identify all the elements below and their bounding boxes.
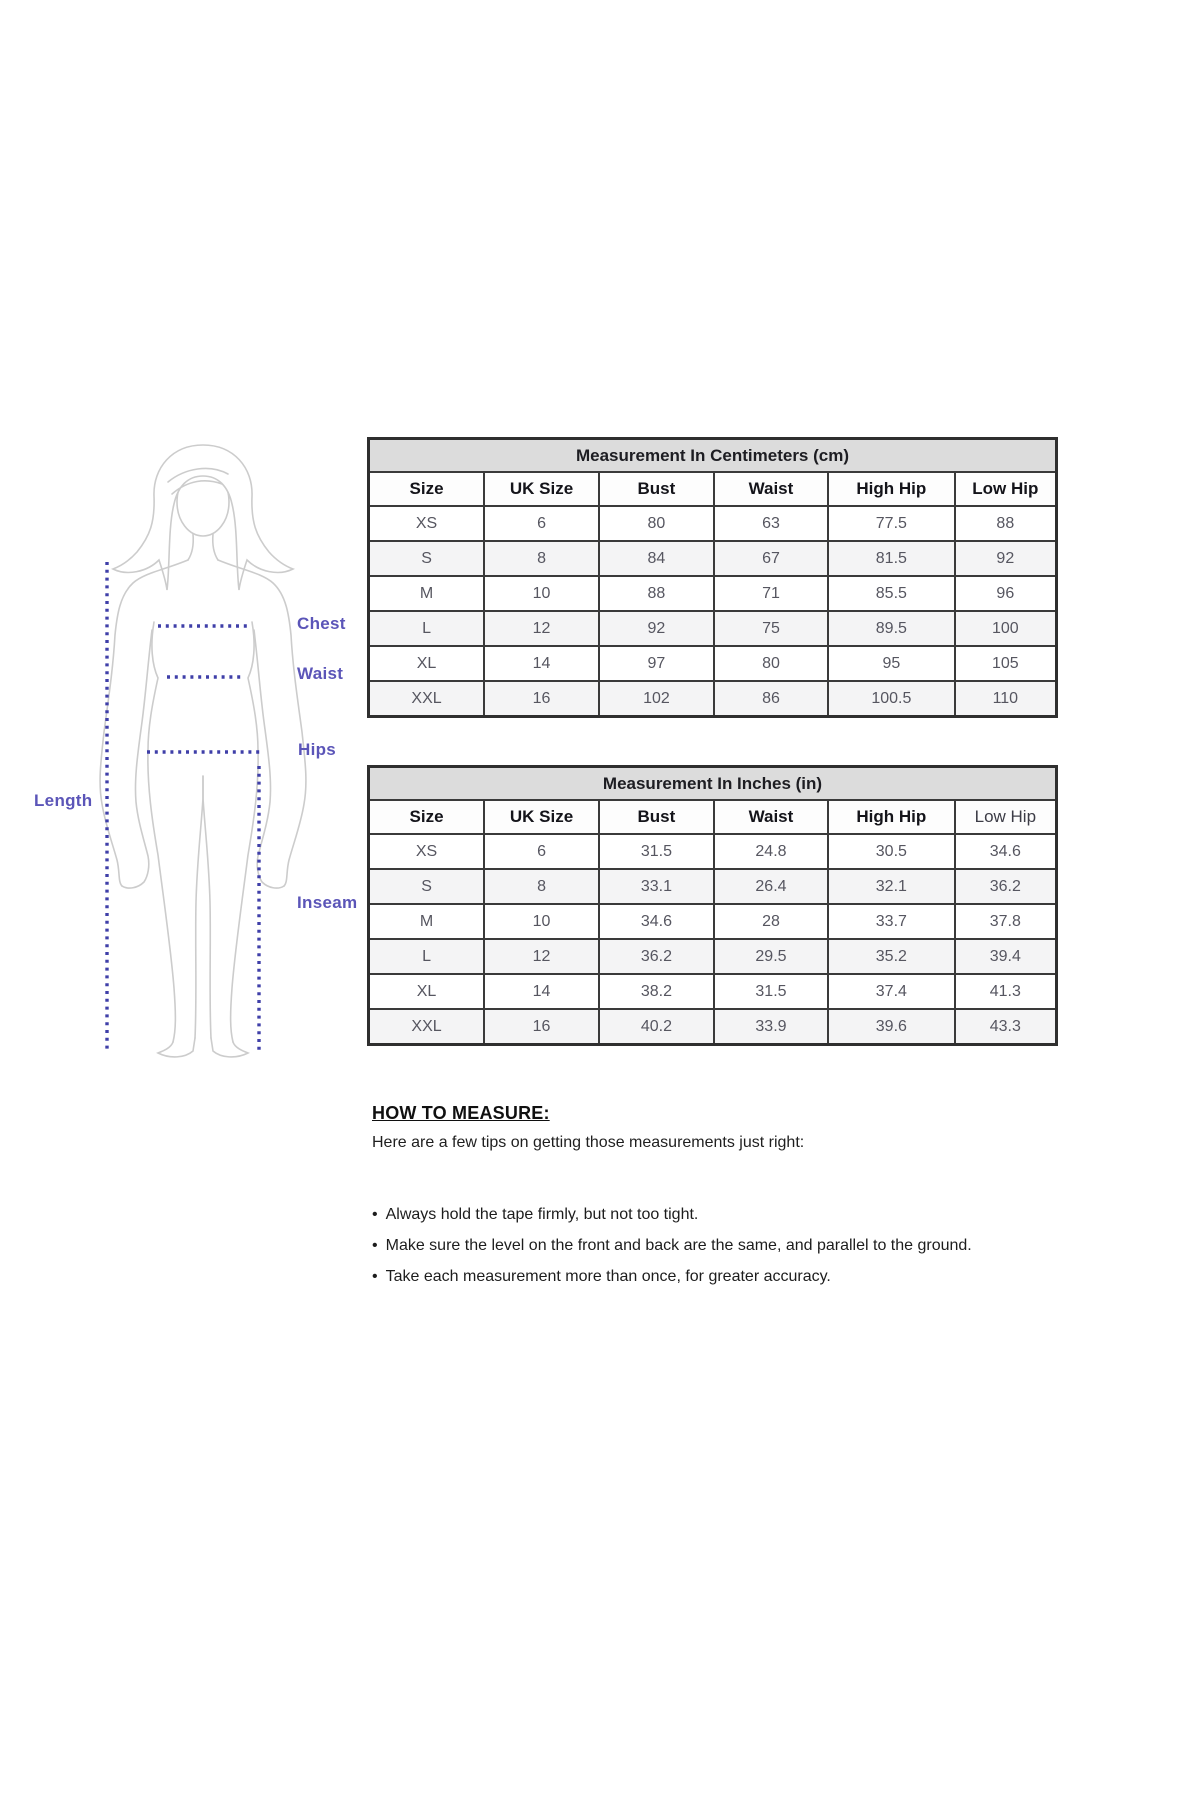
table-cell: M <box>369 576 485 611</box>
table-cell: 30.5 <box>828 834 955 869</box>
column-header: UK Size <box>484 472 599 506</box>
table-cell: XS <box>369 506 485 541</box>
table-row <box>369 646 1057 681</box>
table-cell: 92 <box>599 611 714 646</box>
table-cell: 37.4 <box>828 974 955 1009</box>
table-cell: 12 <box>484 611 599 646</box>
table-cell: S <box>369 541 485 576</box>
table-cell: 14 <box>484 974 599 1009</box>
table-cell: XS <box>369 834 485 869</box>
bullet-glyph: • <box>372 1268 378 1285</box>
table-row <box>369 506 1057 541</box>
table-cell: XL <box>369 974 485 1009</box>
table-cell: 95 <box>828 646 955 681</box>
table-row <box>369 1009 1057 1045</box>
table-cell: 35.2 <box>828 939 955 974</box>
table-row <box>369 869 1057 904</box>
table-cell: 6 <box>484 506 599 541</box>
tip-text: Always hold the tape firmly, but not too tight. <box>385 1206 699 1223</box>
table-row <box>369 939 1057 974</box>
table-cell: 89.5 <box>828 611 955 646</box>
table-cell: S <box>369 869 485 904</box>
table-cell: 8 <box>484 541 599 576</box>
table-cell: XL <box>369 646 485 681</box>
how-to-measure-heading: HOW TO MEASURE: <box>372 1103 550 1123</box>
bullet-glyph: • <box>372 1237 378 1254</box>
table-cell: 80 <box>714 646 828 681</box>
figure-label-length: Length <box>34 791 93 810</box>
column-header: Bust <box>599 800 714 834</box>
table-title: Measurement In Inches (in) <box>369 767 1057 801</box>
table-cell: 16 <box>484 1009 599 1045</box>
table-cell: 34.6 <box>599 904 714 939</box>
table-cell: 39.4 <box>955 939 1057 974</box>
table-cell: 33.1 <box>599 869 714 904</box>
table-cell: 97 <box>599 646 714 681</box>
column-header: High Hip <box>828 800 955 834</box>
column-header: Waist <box>714 800 828 834</box>
table-cell: 110 <box>955 681 1057 717</box>
table-cell: 14 <box>484 646 599 681</box>
column-header: Size <box>369 472 485 506</box>
table-cell: 71 <box>714 576 828 611</box>
table-cell: 105 <box>955 646 1057 681</box>
table-cell: 38.2 <box>599 974 714 1009</box>
table-row <box>369 834 1057 869</box>
table-cell: 84 <box>599 541 714 576</box>
table-cell: 10 <box>484 576 599 611</box>
bullet-glyph: • <box>372 1206 378 1223</box>
measure-tip-item <box>372 1230 1062 1261</box>
table-cell: 96 <box>955 576 1057 611</box>
table-cell: 29.5 <box>714 939 828 974</box>
column-header: Waist <box>714 472 828 506</box>
figure-label-inseam: Inseam <box>297 893 358 912</box>
table-cell: 10 <box>484 904 599 939</box>
table-cell: 26.4 <box>714 869 828 904</box>
table-cell: 92 <box>955 541 1057 576</box>
table-cell: 67 <box>714 541 828 576</box>
measure-tip-item <box>372 1199 1062 1230</box>
table-title: Measurement In Centimeters (cm) <box>369 439 1057 473</box>
table-cell: 37.8 <box>955 904 1057 939</box>
table-row <box>369 611 1057 646</box>
table-cell: 39.6 <box>828 1009 955 1045</box>
table-cell: 81.5 <box>828 541 955 576</box>
table-cell: 16 <box>484 681 599 717</box>
column-header: UK Size <box>484 800 599 834</box>
table-cell: 77.5 <box>828 506 955 541</box>
tip-text: Take each measurement more than once, for greater accuracy. <box>385 1268 831 1285</box>
column-header: Size <box>369 800 485 834</box>
table-cell: M <box>369 904 485 939</box>
table-cell: 36.2 <box>599 939 714 974</box>
table-cell: 36.2 <box>955 869 1057 904</box>
table-cell: 88 <box>599 576 714 611</box>
table-cell: L <box>369 611 485 646</box>
column-header: Low Hip <box>955 472 1057 506</box>
table-row <box>369 904 1057 939</box>
table-cell: 31.5 <box>714 974 828 1009</box>
tip-text: Make sure the level on the front and back are the same, and parallel to the ground. <box>385 1237 972 1254</box>
figure-label-chest: Chest <box>297 614 346 633</box>
body-figure-illustration <box>0 430 380 1090</box>
table-cell: 100.5 <box>828 681 955 717</box>
table-cell: 43.3 <box>955 1009 1057 1045</box>
table-row <box>369 576 1057 611</box>
measure-tips-list <box>372 1199 1062 1292</box>
table-cell: 41.3 <box>955 974 1057 1009</box>
table-cell: 24.8 <box>714 834 828 869</box>
table-cell: 33.9 <box>714 1009 828 1045</box>
table-cell: 75 <box>714 611 828 646</box>
table-cell: XXL <box>369 681 485 717</box>
how-to-measure-section <box>372 1103 1062 1292</box>
table-cell: 40.2 <box>599 1009 714 1045</box>
table-cell: 28 <box>714 904 828 939</box>
table-cell: 6 <box>484 834 599 869</box>
how-to-measure-intro: Here are a few tips on getting those measurements just right: <box>372 1134 805 1151</box>
table-cell: 8 <box>484 869 599 904</box>
table-cell: 102 <box>599 681 714 717</box>
table-cell: XXL <box>369 1009 485 1045</box>
table-row <box>369 974 1057 1009</box>
table-cell: 100 <box>955 611 1057 646</box>
figure-label-waist: Waist <box>297 664 344 683</box>
table-cell: 85.5 <box>828 576 955 611</box>
table-cell: 34.6 <box>955 834 1057 869</box>
table-row <box>369 681 1057 717</box>
body-measurement-diagram <box>0 430 380 1090</box>
table-cell: 32.1 <box>828 869 955 904</box>
table-cell: L <box>369 939 485 974</box>
table-cell: 63 <box>714 506 828 541</box>
column-header: Bust <box>599 472 714 506</box>
table-cell: 86 <box>714 681 828 717</box>
table-cell: 31.5 <box>599 834 714 869</box>
table-cell: 33.7 <box>828 904 955 939</box>
table-cell: 88 <box>955 506 1057 541</box>
table-cell: 12 <box>484 939 599 974</box>
inches-size-table <box>367 765 1058 1046</box>
measure-tip-item <box>372 1261 1062 1292</box>
column-header: Low Hip <box>955 800 1057 834</box>
table-row <box>369 541 1057 576</box>
column-header: High Hip <box>828 472 955 506</box>
centimeters-size-table <box>367 437 1058 718</box>
figure-label-hips: Hips <box>298 740 337 759</box>
table-cell: 80 <box>599 506 714 541</box>
